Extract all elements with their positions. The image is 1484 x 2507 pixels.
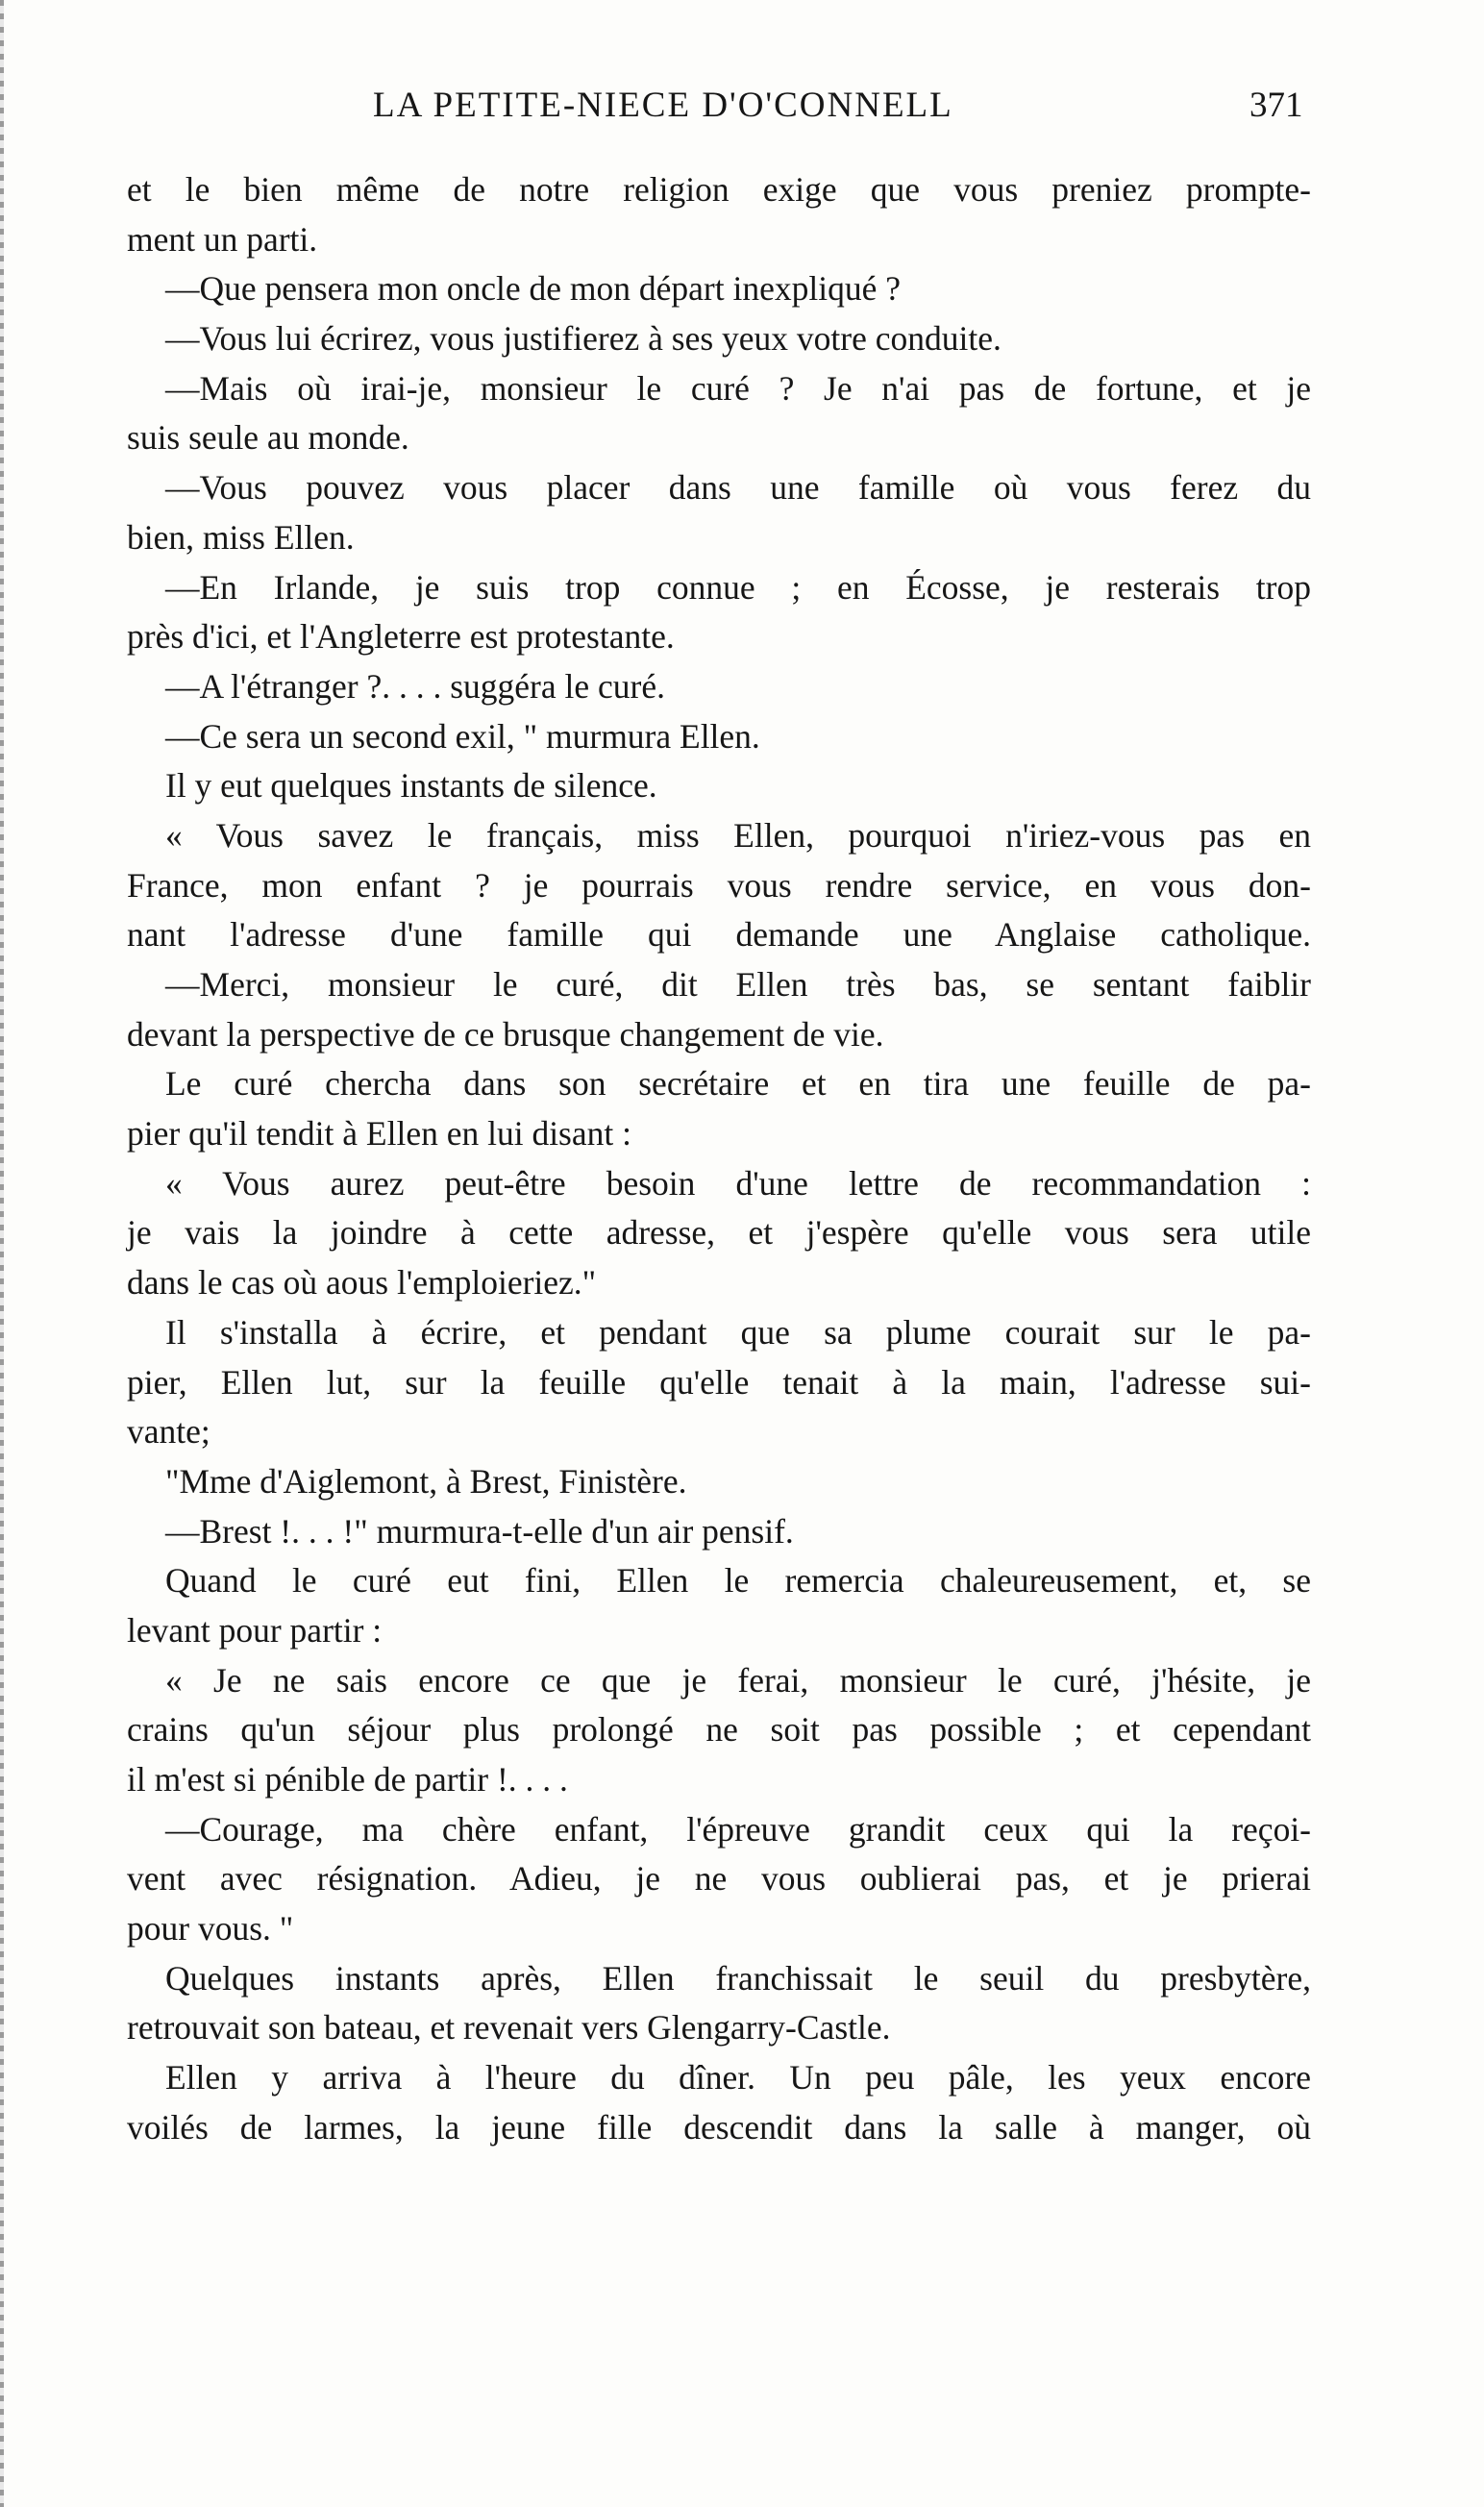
- text-line: —En Irlande, je suis trop connue ; en Écosse, je resterais trop: [165, 567, 1311, 607]
- text-line: —Que pensera mon oncle de mon départ inexpliqué ?: [165, 269, 901, 309]
- text-line: pier qu'il tendit à Ellen en lui disant :: [127, 1114, 631, 1154]
- text-line: devant la perspective de ce brusque changement de vie.: [127, 1014, 884, 1054]
- text-line: —Mais où irai-je, monsieur le curé ? Je n'ai pas de fortune, et je: [165, 368, 1311, 408]
- text-line: il m'est si pénible de partir !. . . .: [127, 1760, 568, 1799]
- text-line: —A l'étranger ?. . . . suggéra le curé.: [165, 666, 665, 706]
- text-line: et le bien même de notre religion exige que vous preniez prompte-: [127, 170, 1311, 209]
- text-line: —Brest !. . . !" murmura-t-elle d'un air pensif.: [165, 1511, 794, 1551]
- page-edge: [0, 0, 4, 2507]
- page-number: 371: [1249, 86, 1303, 125]
- text-line: —Vous lui écrirez, vous justifierez à ses yeux votre conduite.: [165, 319, 1002, 359]
- text-line: ment un parti.: [127, 219, 318, 259]
- text-line: France, mon enfant ? je pourrais vous rendre service, en vous don-: [127, 865, 1311, 905]
- text-line: —Courage, ma chère enfant, l'épreuve grandit ceux qui la reçoi-: [165, 1809, 1311, 1849]
- text-line: dans le cas où aous l'emploieriez.": [127, 1263, 597, 1303]
- running-title: LA PETITE-NIECE D'O'CONNELL: [373, 86, 953, 125]
- body-text: [127, 165, 1311, 2153]
- text-line: —Ce sera un second exil, " murmura Ellen.: [165, 716, 760, 756]
- text-line: "Mme d'Aiglemont, à Brest, Finistère.: [165, 1461, 687, 1501]
- text-line: « Vous savez le français, miss Ellen, pourquoi n'iriez-vous pas en: [165, 815, 1311, 855]
- text-line: « Vous aurez peut-être besoin d'une lettre de recommandation :: [165, 1163, 1311, 1203]
- text-line: —Merci, monsieur le curé, dit Ellen très bas, se sentant faiblir: [165, 965, 1311, 1004]
- text-line: Il y eut quelques instants de silence.: [165, 766, 657, 806]
- text-line: nant l'adresse d'une famille qui demande une Anglaise catholique.: [127, 915, 1311, 955]
- text-line: Le curé chercha dans son secrétaire et en tira une feuille de pa-: [165, 1064, 1311, 1104]
- running-header: [0, 85, 1484, 142]
- text-line: je vais la joindre à cette adresse, et j'espère qu'elle vous sera utile: [127, 1213, 1311, 1253]
- text-line: levant pour partir :: [127, 1610, 383, 1650]
- text-line: « Je ne sais encore ce que je ferai, monsieur le curé, j'hésite, je: [165, 1660, 1311, 1700]
- text-line: vent avec résignation. Adieu, je ne vous oublierai pas, et je prierai: [127, 1859, 1311, 1899]
- text-line: vante;: [127, 1412, 210, 1452]
- text-line: pier, Ellen lut, sur la feuille qu'elle tenait à la main, l'adresse sui-: [127, 1362, 1311, 1402]
- text-line: pour vous. ": [127, 1909, 294, 1949]
- text-line: près d'ici, et l'Angleterre est protestante.: [127, 617, 675, 657]
- text-line: crains qu'un séjour plus prolongé ne soit pas possible ; et cependant: [127, 1710, 1311, 1750]
- text-line: Quelques instants après, Ellen franchissait le seuil du presbytère,: [165, 1958, 1311, 1998]
- text-line: Ellen y arriva à l'heure du dîner. Un peu pâle, les yeux encore: [165, 2058, 1311, 2097]
- text-line: bien, miss Ellen.: [127, 517, 355, 557]
- text-line: retrouvait son bateau, et revenait vers Glengarry-Castle.: [127, 2008, 891, 2048]
- text-line: —Vous pouvez vous placer dans une famille où vous ferez du: [165, 468, 1311, 508]
- text-line: Il s'installa à écrire, et pendant que sa plume courait sur le pa-: [165, 1312, 1311, 1352]
- text-line: Quand le curé eut fini, Ellen le remercia chaleureusement, et, se: [165, 1561, 1311, 1601]
- text-line: voilés de larmes, la jeune fille descendit dans la salle à manger, où: [127, 2107, 1311, 2147]
- text-line: suis seule au monde.: [127, 418, 409, 458]
